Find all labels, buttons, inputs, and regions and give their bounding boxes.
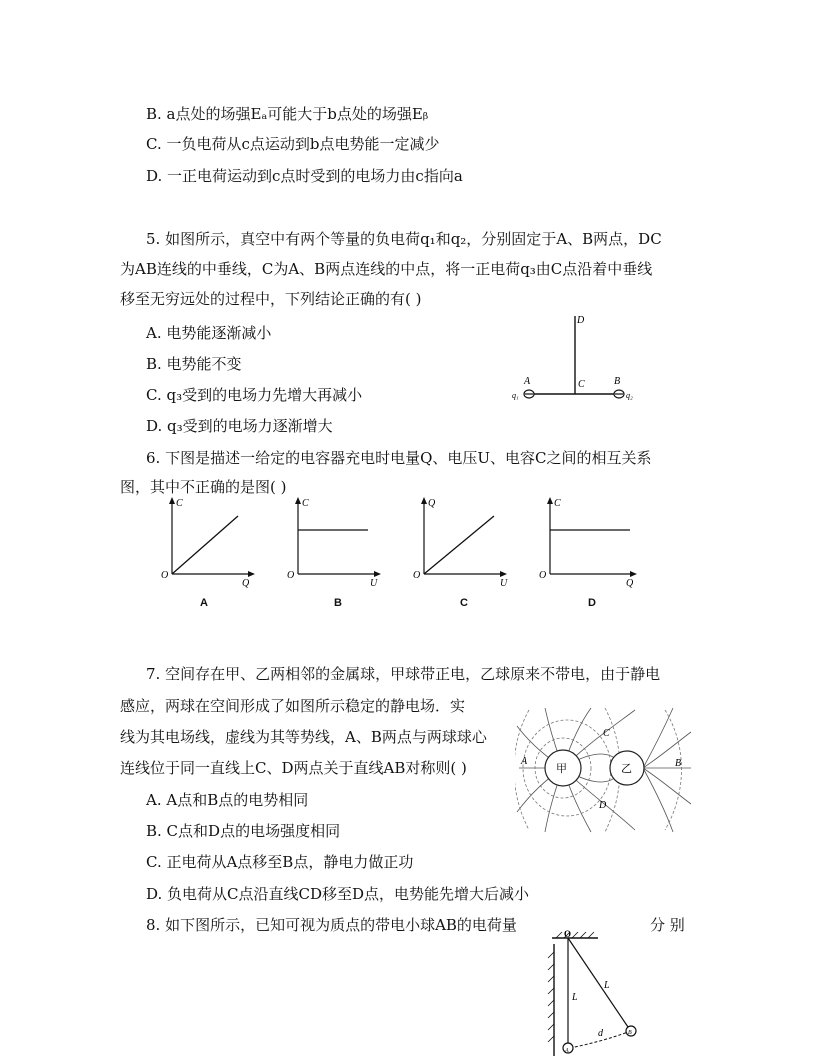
length-l-label-1: L <box>572 992 578 1003</box>
origin-label: O <box>539 570 547 581</box>
point-c-label: C <box>578 379 585 390</box>
q8-stem-line1: 8. 如下图所示，已知可视为质点的带电小球AB的电荷量 <box>146 916 517 934</box>
q4-option-d: D. 一正电荷运动到c点时受到的电场力由c指向a <box>146 167 463 185</box>
graph-b-label: B <box>334 597 342 609</box>
x-axis-label: U <box>500 578 508 589</box>
q7-stem-line2: 感应，两球在空间形成了如图所示稳定的静电场．实 <box>120 697 466 715</box>
graph-c-label: C <box>460 597 468 609</box>
q6-stem-line1: 6. 下图是描述一给定的电容器充电时电量Q、电压U、电容C之间的相互关系 <box>146 449 652 467</box>
graph-c <box>412 494 512 590</box>
x-axis-label: U <box>370 578 378 589</box>
q5-stem-line2: 为AB连线的中垂线，C为A、B两点连线的中点，将一正电荷q₃由C点沿着中垂线 <box>120 260 653 278</box>
sphere-jia-label: 甲 <box>556 763 567 775</box>
graph-a-label: A <box>200 597 208 609</box>
q5-option-b: B. 电势能不变 <box>146 355 242 373</box>
q7-option-a: A. A点和B点的电势相同 <box>146 791 309 809</box>
point-a-label: A <box>524 376 531 387</box>
origin-label: O <box>161 570 169 581</box>
string-b <box>568 938 630 1030</box>
q5-stem-line1: 5. 如图所示，真空中有两个等量的负电荷q₁和q₂，分别固定于A、B两点，DC <box>146 230 662 248</box>
q5-option-c: C. q₃受到的电场力先增大再减小 <box>146 386 363 404</box>
q7-option-d: D. 负电荷从C点沿直线CD移至D点，电势能先增大后减小 <box>146 885 530 903</box>
q7-stem-line1: 7. 空间存在甲、乙两相邻的金属球，甲球带正电，乙球原来不带电，由于静电 <box>146 665 661 683</box>
graph-a <box>160 494 260 590</box>
graph-d-label: D <box>588 597 596 609</box>
q7-option-b: B. C点和D点的电场强度相同 <box>146 822 341 840</box>
rising-line <box>172 516 238 574</box>
x-axis-label: Q <box>626 578 634 589</box>
charge-q1-label: q₁ <box>512 391 519 400</box>
point-o-label: O <box>564 930 572 939</box>
ball-a-label: A <box>565 1048 569 1054</box>
q7-stem-line4: 连线位于同一直线上C、D两点关于直线AB对称则( ) <box>120 759 467 777</box>
graph-b <box>286 494 386 590</box>
y-axis-label: Q <box>428 498 436 509</box>
q5-charge-figure <box>500 308 660 408</box>
q4-option-b: B. a点处的场强Eₐ可能大于b点处的场强Eᵦ <box>146 105 429 123</box>
point-b-label: B <box>614 376 621 387</box>
field-lines <box>517 708 691 832</box>
length-l-label-2: L <box>604 980 610 991</box>
point-d-label: D <box>599 800 607 811</box>
point-a-label: A <box>521 756 528 767</box>
y-axis-label: C <box>554 498 561 509</box>
q8-stem-line1-tail: 分 别 <box>650 916 685 934</box>
point-c-label: C <box>603 728 610 739</box>
point-d-label: D <box>577 315 585 326</box>
y-axis-label: C <box>302 498 309 509</box>
origin-label: O <box>287 570 295 581</box>
y-axis-label: C <box>176 498 183 509</box>
charge-q2-label: q₂ <box>626 391 633 400</box>
point-b-label: B <box>675 758 682 769</box>
q5-stem-line3: 移至无穷远处的过程中，下列结论正确的有( ) <box>120 290 422 308</box>
graph-d <box>538 494 642 590</box>
q7-option-c: C. 正电荷从A点移至B点，静电力做正功 <box>146 853 414 871</box>
q7-field-figure <box>515 706 695 834</box>
ball-b-label: B <box>628 1030 632 1036</box>
sphere-yi-label: 乙 <box>621 763 632 775</box>
rising-line <box>424 516 494 574</box>
q7-stem-line3: 线为其电场线，虚线为其等势线，A、B两点与两球球心 <box>120 728 487 746</box>
q4-option-c: C. 一负电荷从c点运动到b点电势能一定减少 <box>146 135 440 153</box>
equipotential-lines <box>515 708 682 832</box>
q5-option-a: A. 电势能逐渐减小 <box>146 324 272 342</box>
q8-pendulum-figure <box>540 930 650 1056</box>
distance-d-label: d <box>598 1028 603 1039</box>
origin-label: O <box>413 570 421 581</box>
x-axis-label: Q <box>242 578 250 589</box>
q6-stem-line2: 图，其中不正确的是图( ) <box>120 478 287 496</box>
q5-option-d: D. q₃受到的电场力逐渐增大 <box>146 417 333 435</box>
